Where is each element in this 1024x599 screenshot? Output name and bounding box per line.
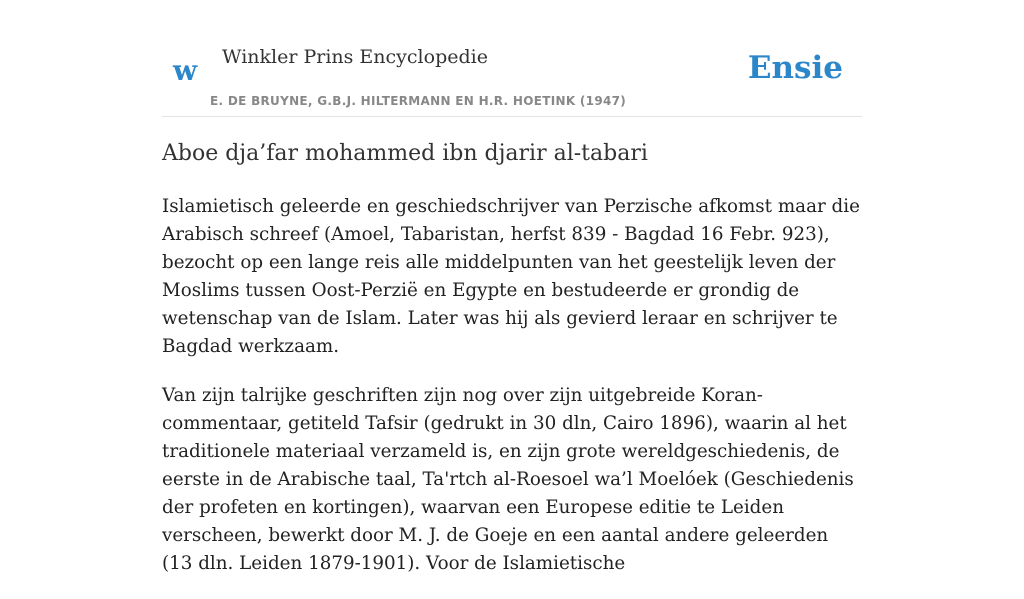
site-header [162, 0, 862, 117]
winkler-prins-logo[interactable]: w [173, 54, 198, 87]
article-body [162, 193, 862, 599]
ensie-logo[interactable]: Ensie [747, 50, 843, 86]
source-title[interactable]: Winkler Prins Encyclopedie [222, 46, 488, 68]
source-authors: E. DE BRUYNE, G.B.J. HILTERMANN EN H.R. HOETINK (1947) [210, 94, 627, 108]
article-title: Aboe dja’far mohammed ibn djarir al-tabari [162, 141, 648, 166]
article-paragraph: Islamietisch geleerde en geschiedschrijver van Perzische afkomst maar die Arabisch schreef (Amoel, Tabaristan, herfst 839 - Bagdad 16 Febr. 923), bezocht op een lange reis alle middelpunten van het geestelijk leven der Moslims tussen Oost-Perzië en Egypte en bestudeerde er grondig de wetenschap van de Islam. Later was hij als gevierd leraar en schrijver te Bagdad werkzaam. [162, 196, 860, 357]
article-paragraph: Van zijn talrijke geschriften zijn nog over zijn uitgebreide Koran-commentaar, getiteld Tafsir (gedrukt in 30 dln, Cairo 1896), waarin al het traditionele materiaal verzameld is, en zijn grote wereldgeschiedenis, de eerste in de Arabische taal, Ta'rtch al-Roesoel wa’l Moelóek (Geschiedenis der profeten en kortingen), waarvan een Europese editie te Leiden verscheen, bewerkt door M. J. de Goeje en een aantal andere geleerden (13 dln. Leiden 1879-1901). Voor de Islamietische [162, 385, 854, 574]
